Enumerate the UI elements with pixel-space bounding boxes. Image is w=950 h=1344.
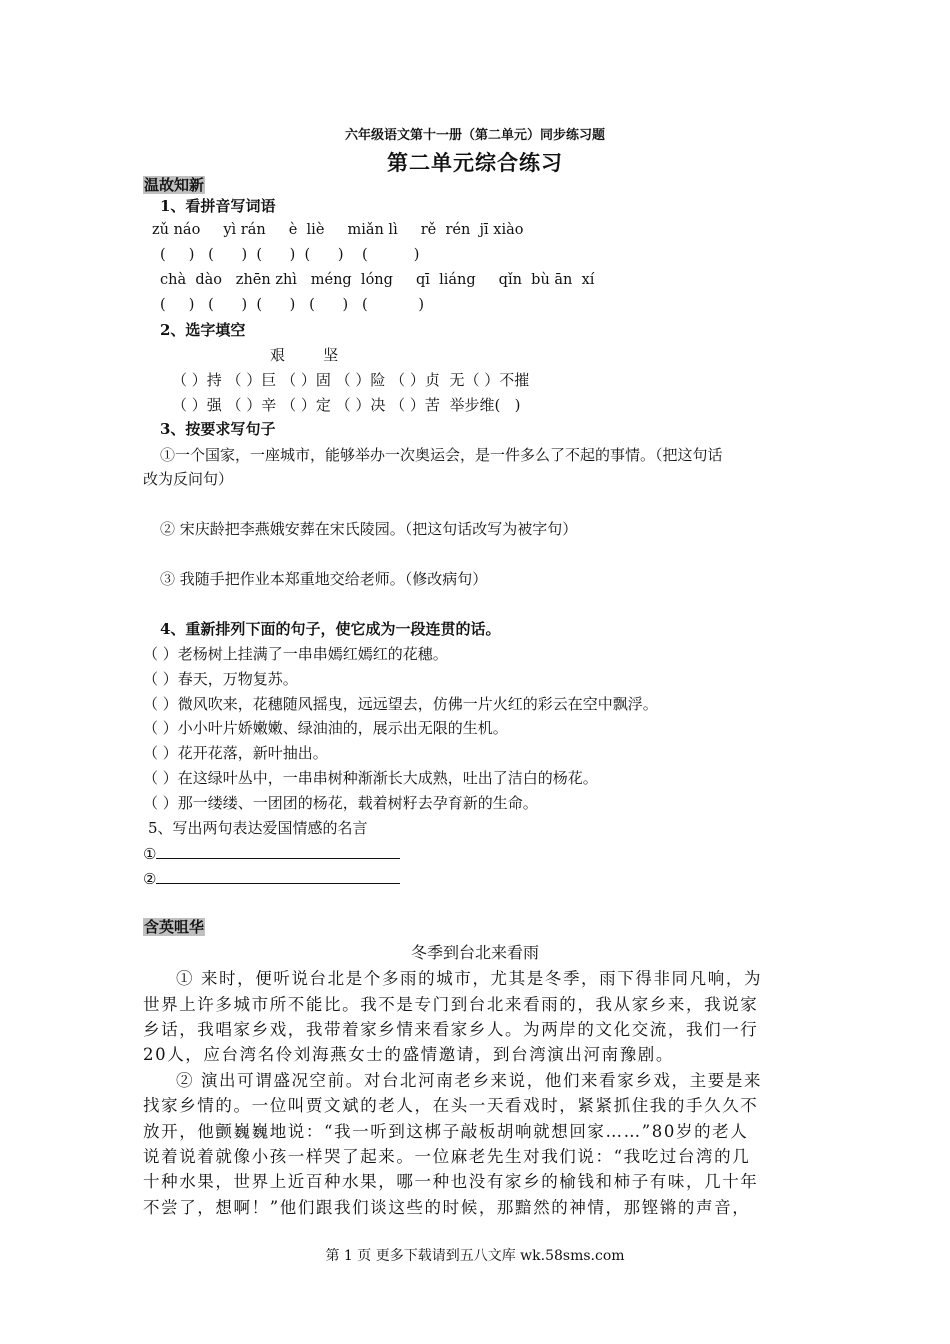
choice-characters: 艰 坚 xyxy=(270,346,339,364)
answer-blank-2[interactable] xyxy=(156,869,400,884)
pinyin-row-1: zǔ náo yì rán è liè miǎn lì rě rén jī xiào xyxy=(152,222,524,238)
sentence-1-line-2: 改为反问句） xyxy=(143,470,234,488)
blank-row-2: ( ) ( ) ( ) ( ) ( ) xyxy=(160,297,424,313)
article-line: ② 演出可谓盛况空前。对台北河南老乡来说，他们来看家乡戏，主要是来 xyxy=(176,1071,763,1090)
article-title: 冬季到台北来看雨 xyxy=(410,943,539,962)
answer-line-1 xyxy=(143,844,400,863)
blank-row-1: ( ) ( ) ( ) ( ) ( ) xyxy=(160,247,420,263)
fill-row-1: （ ）持 （ ）巨 （ ）固 （ ）险 （ ）贞 无（ ）不摧 xyxy=(172,371,530,389)
fill-row-2: （ ）强 （ ）辛 （ ）定 （ ）决 （ ）苦 举步维( ) xyxy=(172,396,521,414)
reorder-item: （ ）微风吹来，花穗随风摇曳，远远望去，仿佛一片火红的彩云在空中飘浮。 xyxy=(143,695,658,713)
section-label-reading xyxy=(143,918,205,936)
answer-mark-1: ① xyxy=(143,845,157,863)
reorder-item: （ ）那一缕缕、一团团的杨花，载着树籽去孕育新的生命。 xyxy=(143,794,538,812)
question-5-title: 5、写出两句表达爱国情感的名言 xyxy=(148,819,368,837)
article-line: 20人，应台湾名伶刘海燕女士的盛情邀请，到台湾演出河南豫剧。 xyxy=(143,1045,674,1064)
question-3-title: 3、按要求写句子 xyxy=(160,420,276,438)
sentence-1-line-1: ①一个国家，一座城市，能够举办一次奥运会，是一件多么了不起的事情。（把这句话 xyxy=(160,446,723,464)
article-line: 十种水果，世界上近百种水果，哪一种也没有家乡的榆钱和柿子有味，几十年 xyxy=(143,1172,759,1191)
sentence-2: ② 宋庆龄把李燕娥安葬在宋氏陵园。（把这句话改写为被字句） xyxy=(160,520,578,538)
answer-line-2 xyxy=(143,869,400,888)
article-line: 放开，他颤巍巍地说：“我一听到这梆子敲板胡响就想回家……”80岁的老人 xyxy=(143,1122,749,1141)
question-2-title: 2、选字填空 xyxy=(160,321,246,339)
article-line: 世界上许多城市所不能比。我不是专门到台北来看雨的，我从家乡来，我说家 xyxy=(143,995,759,1014)
article-line: 乡话，我唱家乡戏，我带着家乡情来看家乡人。为两岸的文化交流，我们一行 xyxy=(143,1020,759,1039)
section-label-review xyxy=(143,176,205,194)
section-label-text: 温故知新 xyxy=(144,176,205,194)
article-line: ① 来时，便听说台北是个多雨的城市，尤其是冬季，雨下得非同凡响，为 xyxy=(176,969,763,988)
sentence-3: ③ 我随手把作业本郑重地交给老师。（修改病句） xyxy=(160,570,488,588)
reorder-item: （ ）花开花落，新叶抽出。 xyxy=(143,744,328,762)
article-line: 找家乡情的。一位叫贾文斌的老人，在头一天看戏时，紧紧抓住我的手久久不 xyxy=(143,1096,759,1115)
pinyin-row-2: chà dào zhēn zhì méng lóng qī liáng qǐn bù ān xí xyxy=(160,272,595,288)
document-title: 第二单元综合练习 xyxy=(387,150,563,175)
answer-mark-2: ② xyxy=(143,870,157,888)
article-line: 不尝了，想啊！”他们跟我们谈这些的时候，那黯然的神情，那铿锵的声音， xyxy=(143,1198,751,1217)
question-1-title: 1、看拼音写词语 xyxy=(160,197,276,215)
reorder-item: （ ）小小叶片娇嫩嫩、绿油油的，展示出无限的生机。 xyxy=(143,719,508,737)
section-label-text: 含英咀华 xyxy=(144,918,205,936)
question-4-title: 4、重新排列下面的句子，使它成为一段连贯的话。 xyxy=(160,620,501,638)
reorder-item: （ ）老杨树上挂满了一串串嫣红嫣红的花穗。 xyxy=(143,645,448,663)
reorder-item: （ ）在这绿叶丛中，一串串树种渐渐长大成熟，吐出了洁白的杨花。 xyxy=(143,769,598,787)
reorder-item: （ ）春天，万物复苏。 xyxy=(143,670,298,688)
answer-blank-1[interactable] xyxy=(156,844,400,859)
article-line: 说着说着就像小孩一样哭了起来。一位麻老先生对我们说：“我吃过台湾的几 xyxy=(143,1147,751,1166)
document-subtitle: 六年级语文第十一册（第二单元）同步练习题 xyxy=(344,128,605,143)
page-footer: 第 1 页 更多下载请到五八文库 wk.58sms.com xyxy=(325,1248,625,1264)
